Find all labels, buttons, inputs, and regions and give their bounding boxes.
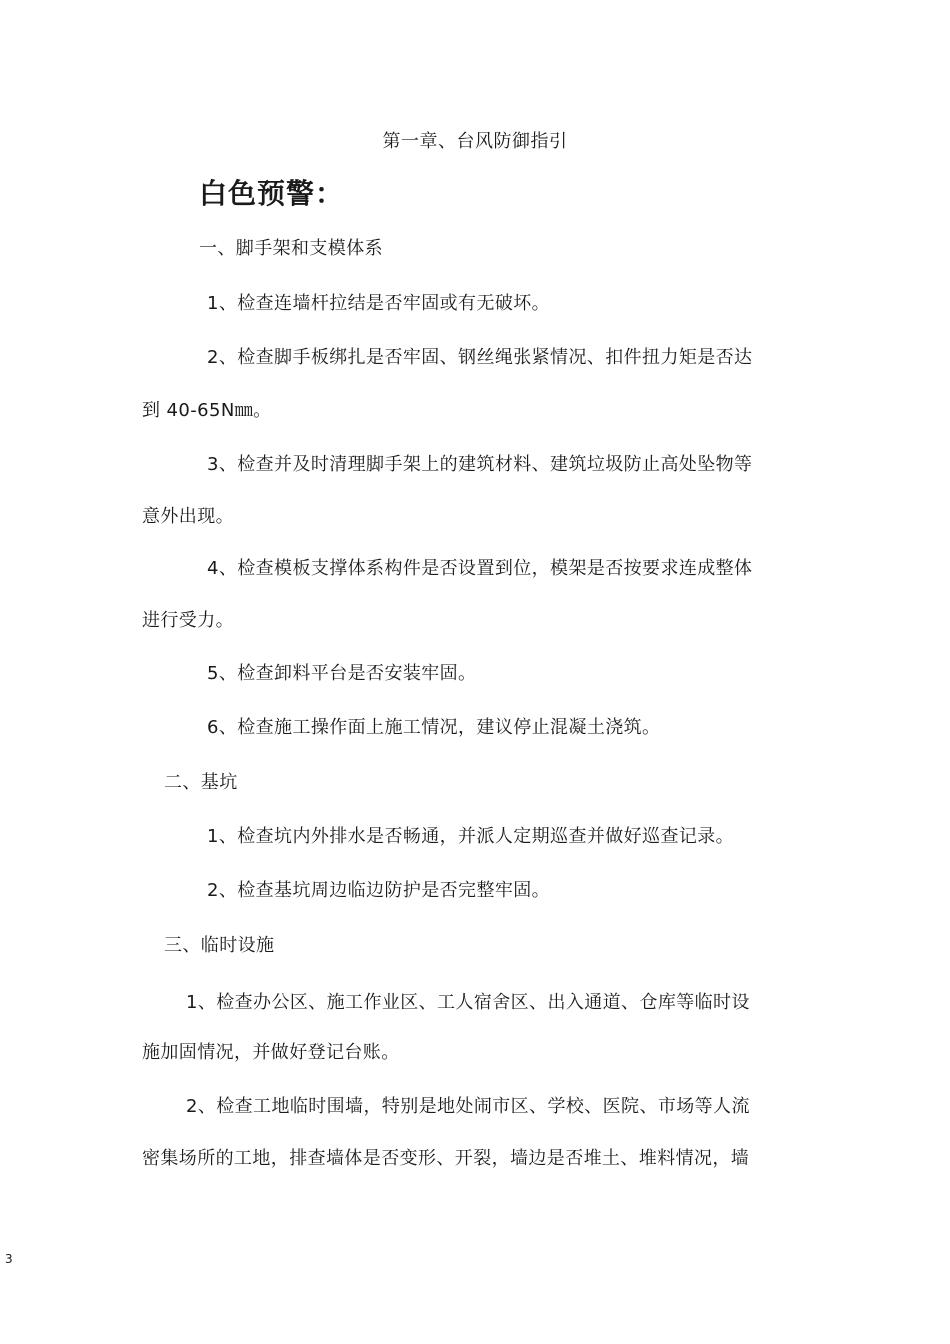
page-number: 3	[5, 1252, 13, 1266]
paragraph-line: 密集场所的工地，排查墙体是否变形、开裂，墙边是否堆土、堆料情况，墙	[142, 1148, 750, 1169]
paragraph-line: 2、检查工地临时围墙，特别是地处闹市区、学校、医院、市场等人流	[186, 1096, 750, 1117]
paragraph-line: 施加固情况，并做好登记台账。	[142, 1042, 400, 1063]
paragraph-line: 1、检查连墙杆拉结是否牢固或有无破坏。	[207, 293, 551, 314]
paragraph-line: 意外出现。	[142, 506, 234, 527]
paragraph-line: 3、检查并及时清理脚手架上的建筑材料、建筑垃圾防止高处坠物等	[207, 454, 753, 475]
section-heading-temporary-facilities: 三、临时设施	[164, 935, 275, 956]
paragraph-line: 5、检查卸料平台是否安装牢固。	[207, 663, 477, 684]
paragraph-line: 2、检查基坑周边临边防护是否完整牢固。	[207, 880, 551, 901]
paragraph-line: 4、检查模板支撑体系构件是否设置到位，模架是否按要求连成整体	[207, 558, 753, 579]
paragraph-line: 1、检查办公区、施工作业区、工人宿舍区、出入通道、仓库等临时设	[186, 992, 750, 1013]
paragraph-line: 2、检查脚手板绑扎是否牢固、钢丝绳张紧情况、扣件扭力矩是否达	[207, 347, 753, 368]
warning-level-heading: 白色预警：	[199, 177, 345, 210]
paragraph-line: 到 40-65N㎜。	[142, 400, 272, 421]
section-heading-scaffold: 一、脚手架和支模体系	[199, 238, 383, 259]
chapter-title: 第一章、台风防御指引	[382, 131, 568, 152]
paragraph-line: 6、检查施工操作面上施工情况，建议停止混凝土浇筑。	[207, 717, 661, 738]
section-heading-foundation-pit: 二、基坑	[164, 772, 238, 793]
paragraph-line: 进行受力。	[142, 610, 234, 631]
paragraph-line: 1、检查坑内外排水是否畅通，并派人定期巡查并做好巡查记录。	[207, 826, 735, 847]
